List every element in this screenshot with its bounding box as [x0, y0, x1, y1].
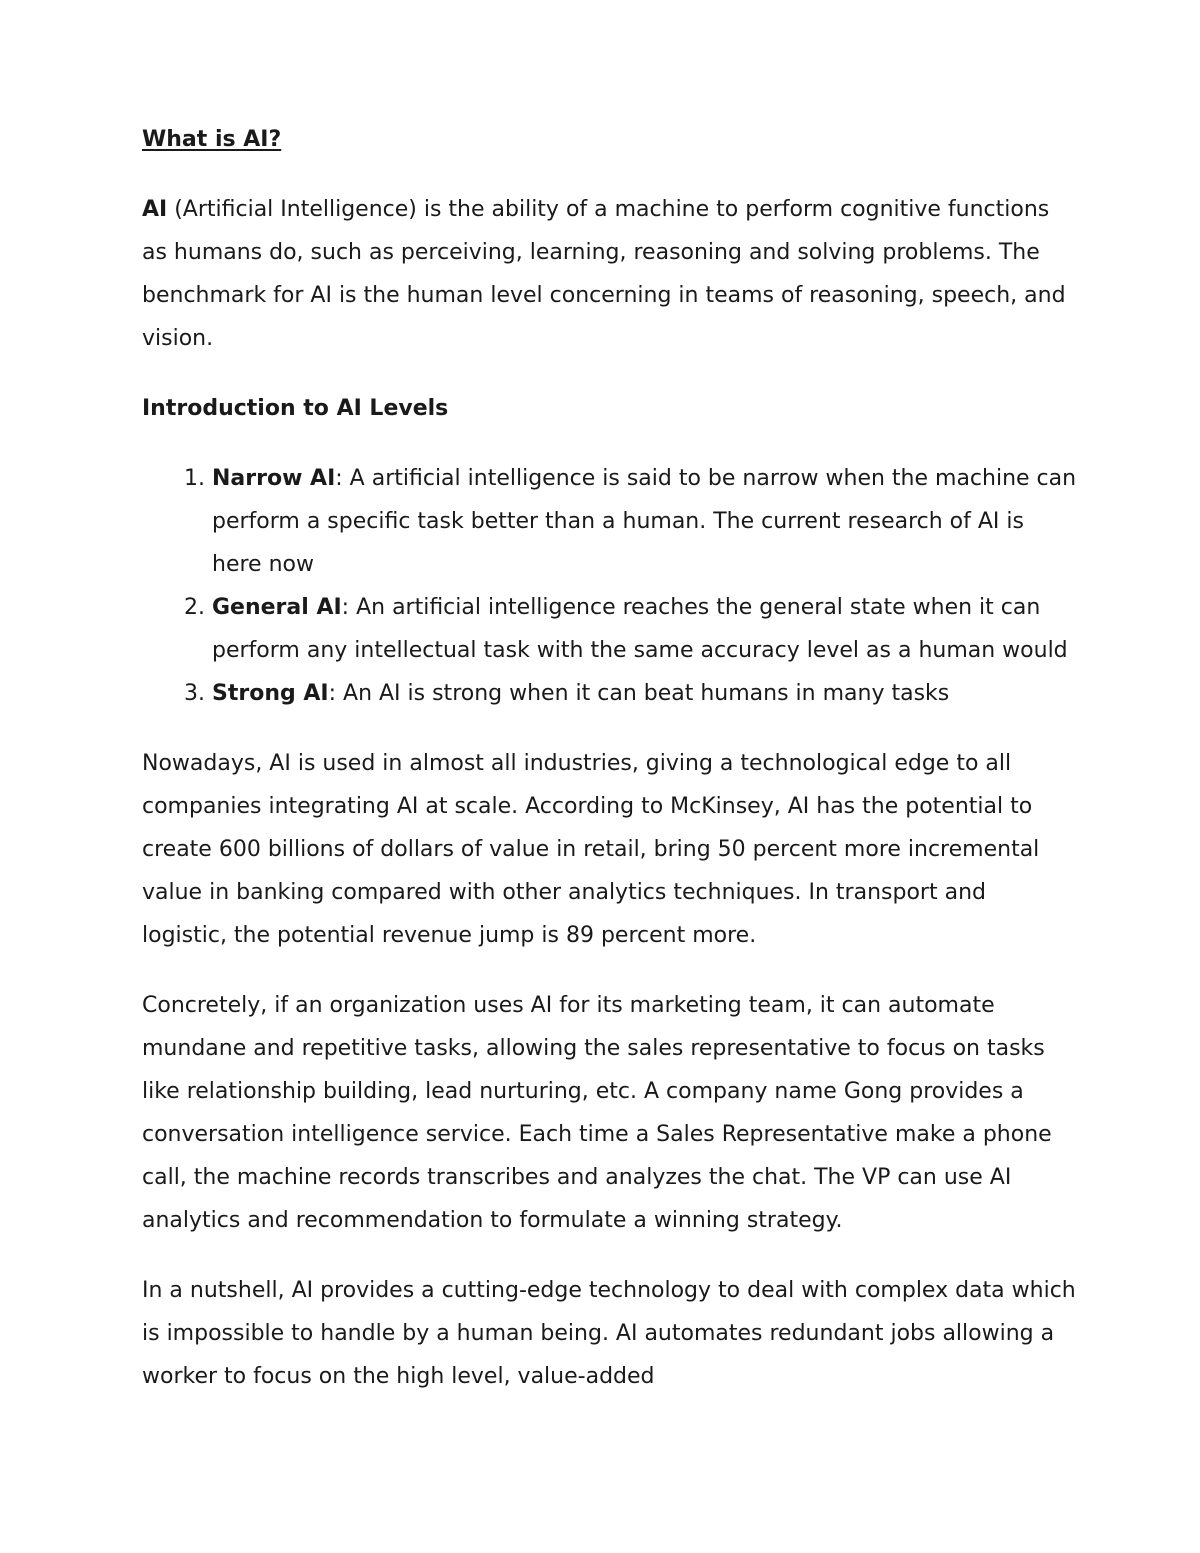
paragraph-marketing: Concretely, if an organization uses AI for its marketing team, it can automate mundane and repetitive tasks, allowing the sales representative to focus on tasks like relationship building, lead nurturing, etc. A company name Gong provides a conversation intelligence service. Each time a Sales Representative make a phone call, the machine records transcribes and analyzes the chat. The VP can use AI analytics and recommendation to formulate a winning strategy. — [142, 993, 1052, 1233]
title-block — [142, 118, 1077, 161]
intro-paragraph — [142, 188, 1077, 360]
levels-heading: Introduction to AI Levels — [142, 396, 449, 421]
paragraph-nutshell: In a nutshell, AI provides a cutting-edge technology to deal with complex data which is impossible to handle by a human being. AI automates redundant jobs allowing a worker to focus on the high level, value-added — [142, 1278, 1076, 1389]
level-term: Strong AI — [212, 681, 329, 706]
level-term: Narrow AI — [212, 466, 336, 491]
list-item — [212, 457, 1077, 586]
levels-list — [142, 457, 1077, 715]
level-text: : An artificial intelligence reaches the general state when it can perform any intellectual task with the same accuracy level as a human would — [212, 595, 1068, 663]
level-text: : A artificial intelligence is said to be narrow when the machine can perform a specific task better than a human. The current research of AI is here now — [212, 466, 1077, 577]
paragraph-industries: Nowadays, AI is used in almost all industries, giving a technological edge to all companies integrating AI at scale. According to McKinsey, AI has the potential to create 600 billions of dollars of value in retail, bring 50 percent more incremental value in banking compared with other analytics techniques. In transport and logistic, the potential revenue jump is 89 percent more. — [142, 751, 1040, 948]
document-body — [142, 118, 1077, 1425]
level-text: : An AI is strong when it can beat humans in many tasks — [328, 681, 950, 706]
level-term: General AI — [212, 595, 342, 620]
list-item — [212, 672, 1077, 715]
list-item — [212, 586, 1077, 672]
intro-text: (Artificial Intelligence) is the ability of a machine to perform cognitive functions as humans do, such as perceiving, learning, reasoning and solving problems. The benchmark for AI is the human level concerning in teams of reasoning, speech, and vision. — [142, 197, 1066, 351]
intro-term: AI — [142, 197, 168, 222]
levels-heading-block — [142, 387, 1077, 430]
document-title: What is AI? — [142, 127, 282, 152]
